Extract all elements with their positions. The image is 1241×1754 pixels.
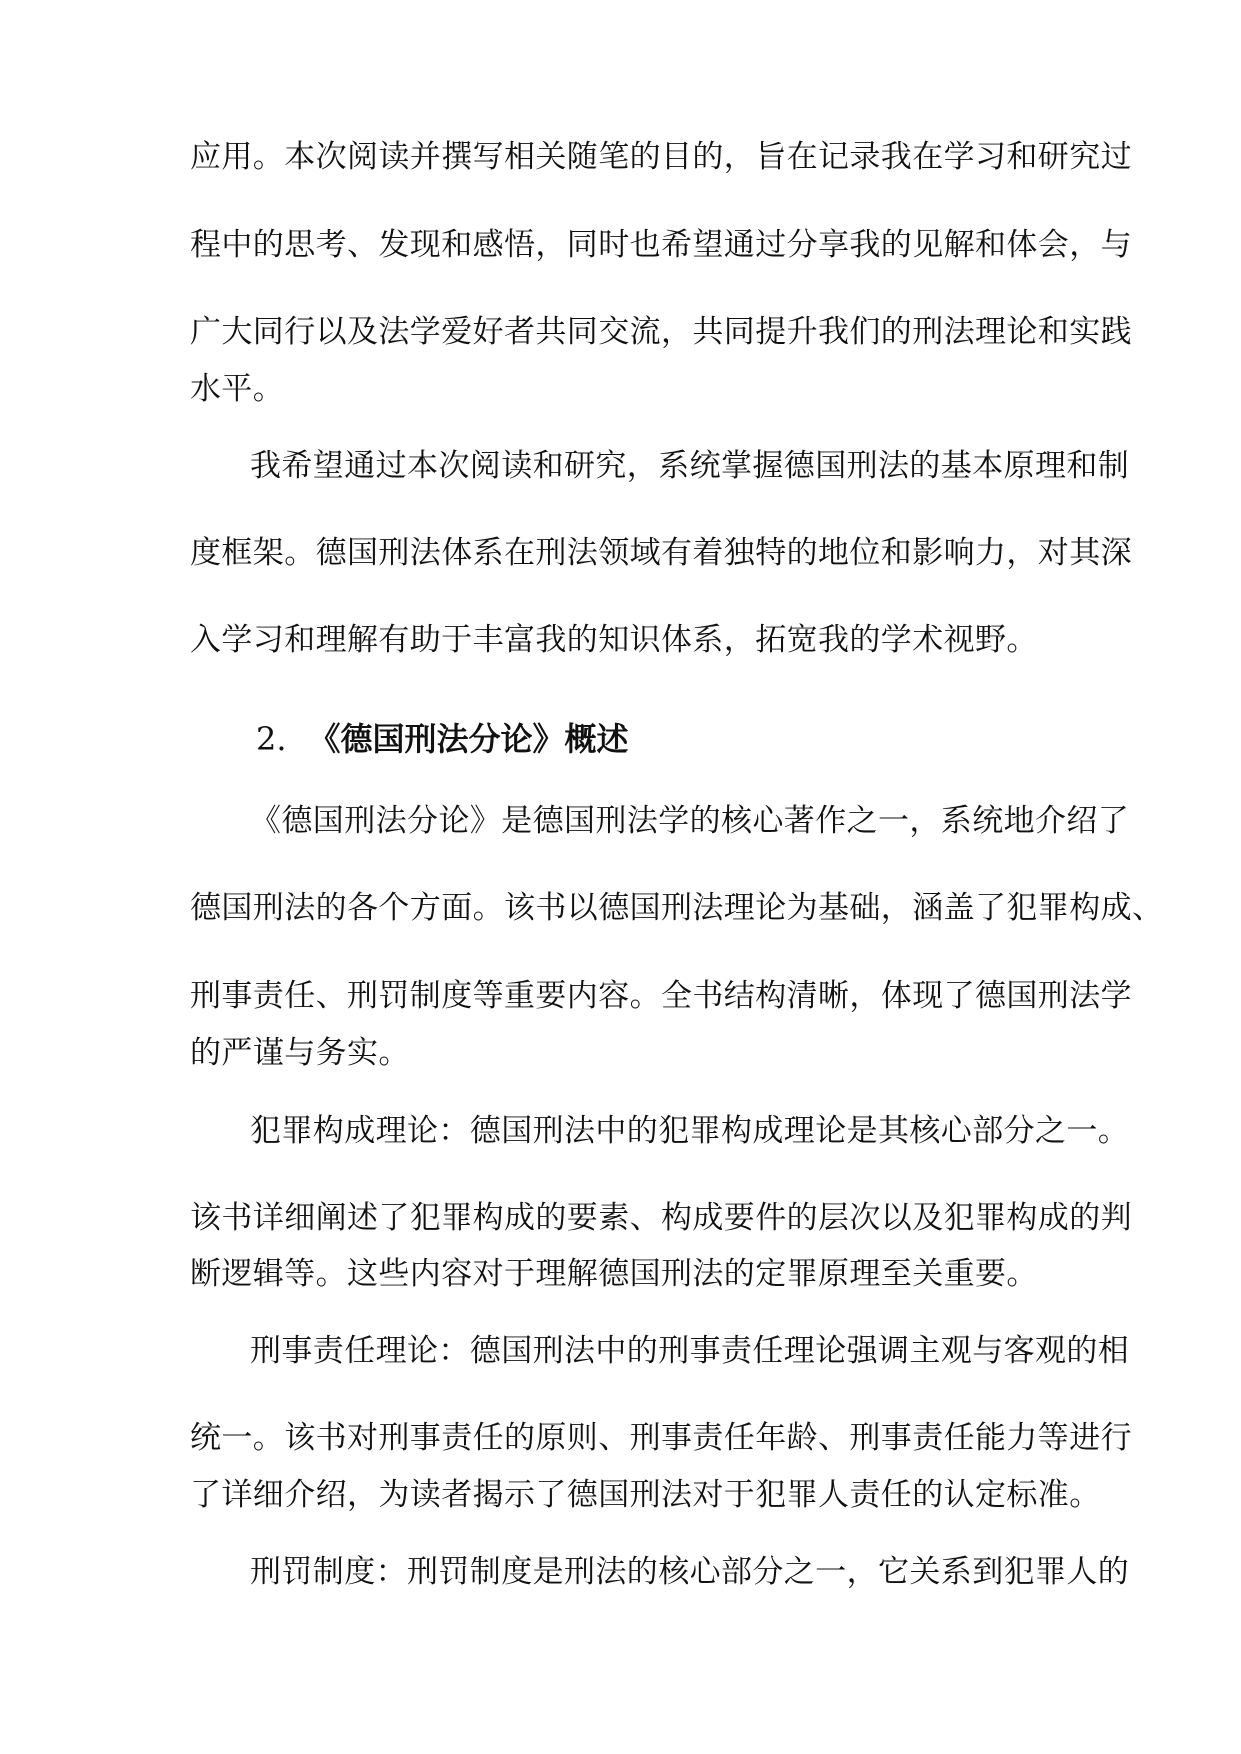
- paragraph-6-line-1: 刑罚制度：刑罚制度是刑法的核心部分之一，它关系到犯罪人的: [250, 1554, 1130, 1590]
- paragraph-4-line-3: 断逻辑等。这些内容对于理解德国刑法的定罪原理至关重要。: [190, 1256, 1038, 1292]
- paragraph-1-line-3: 广大同行以及法学爱好者共同交流，共同提升我们的刑法理论和实践: [190, 314, 1132, 350]
- paragraph-3-line-3: 刑事责任、刑罚制度等重要内容。全书结构清晰，体现了德国刑法学: [190, 978, 1132, 1014]
- paragraph-1-line-1: 应用。本次阅读并撰写相关随笔的目的，旨在记录我在学习和研究过: [190, 139, 1132, 175]
- paragraph-1-line-2: 程中的思考、发现和感悟，同时也希望通过分享我的见解和体会，与: [190, 227, 1132, 263]
- paragraph-3-line-2: 德国刑法的各个方面。该书以德国刑法理论为基础，涵盖了犯罪构成、: [190, 890, 1164, 926]
- paragraph-2-line-1: 我希望通过本次阅读和研究，系统掌握德国刑法的基本原理和制: [250, 448, 1130, 484]
- section-number: 2.: [256, 720, 287, 758]
- paragraph-2-line-3: 入学习和理解有助于丰富我的知识体系，拓宽我的学术视野。: [190, 622, 1038, 658]
- paragraph-5-line-2: 统一。该书对刑事责任的原则、刑事责任年龄、刑事责任能力等进行: [190, 1420, 1132, 1456]
- section-heading: [256, 717, 629, 761]
- paragraph-3-line-4: 的严谨与务实。: [190, 1035, 410, 1071]
- paragraph-5-line-3: 了详细介绍，为读者揭示了德国刑法对于犯罪人责任的认定标准。: [190, 1477, 1101, 1513]
- paragraph-4-line-1: 犯罪构成理论：德国刑法中的犯罪构成理论是其核心部分之一。: [250, 1113, 1130, 1149]
- section-title: 《德国刑法分论》概述: [308, 720, 629, 758]
- paragraph-2-line-2: 度框架。德国刑法体系在刑法领域有着独特的地位和影响力，对其深: [190, 535, 1132, 571]
- paragraph-3-line-1: 《德国刑法分论》是德国刑法学的核心著作之一，系统地介绍了: [250, 803, 1130, 839]
- paragraph-5-line-1: 刑事责任理论：德国刑法中的刑事责任理论强调主观与客观的相: [250, 1333, 1130, 1369]
- paragraph-1-line-4: 水平。: [190, 371, 285, 407]
- paragraph-4-line-2: 该书详细阐述了犯罪构成的要素、构成要件的层次以及犯罪构成的判: [190, 1200, 1132, 1236]
